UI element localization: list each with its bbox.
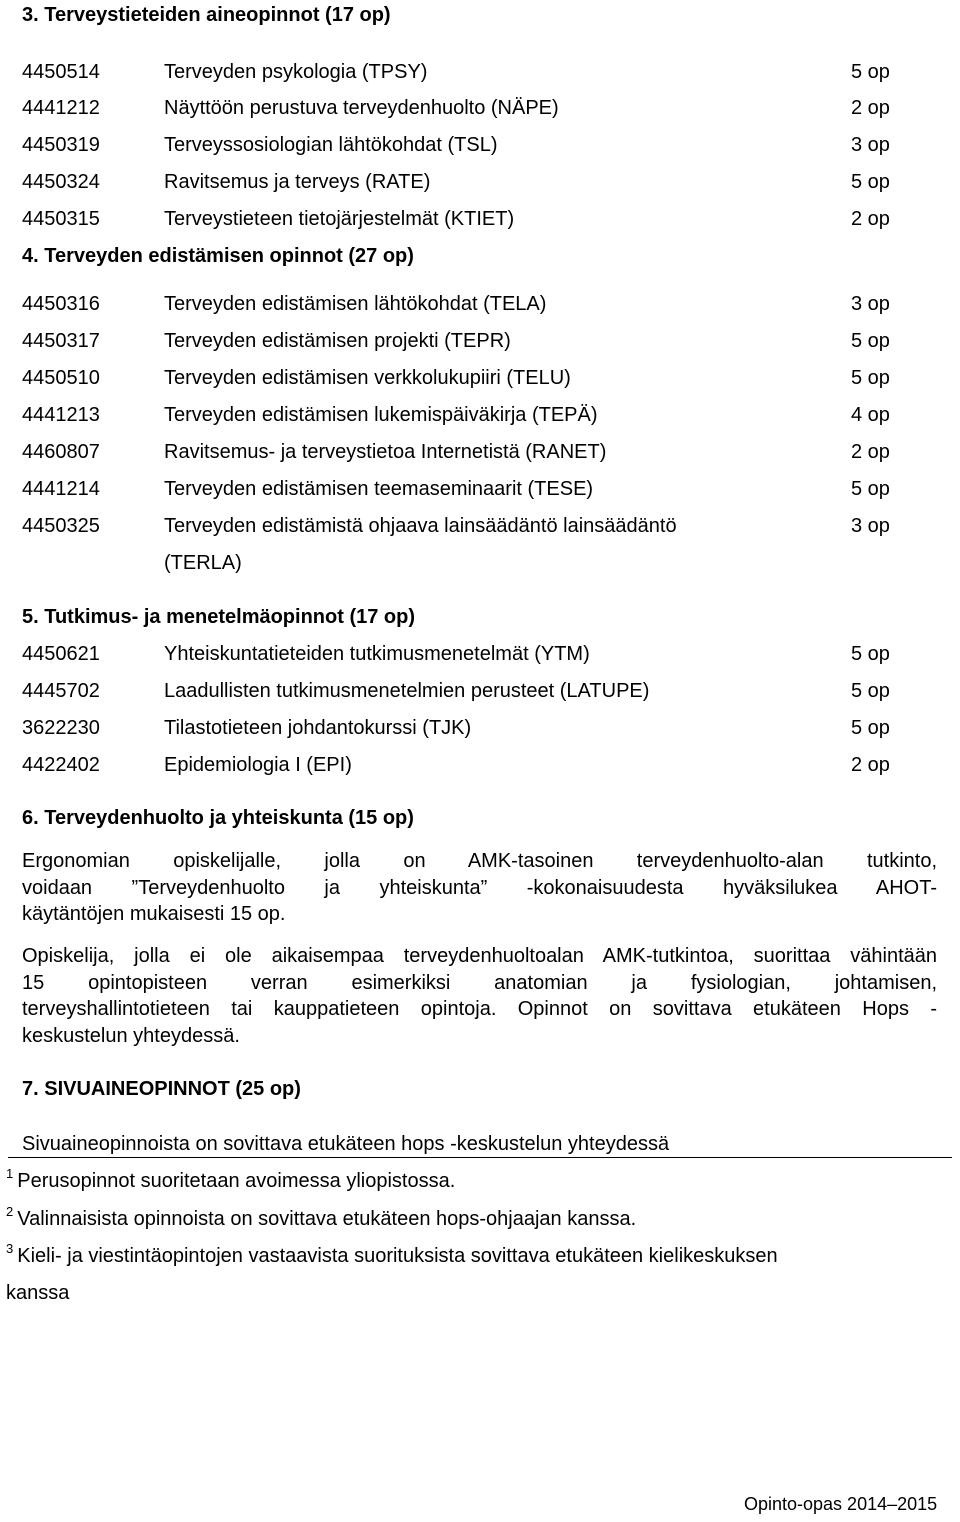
course-name: Terveyden edistämisen lukemispäiväkirja (TEPÄ) bbox=[164, 404, 598, 426]
course-credits: 5 op bbox=[851, 171, 890, 193]
course-code: 4450315 bbox=[22, 208, 100, 230]
course-row bbox=[0, 168, 960, 196]
course-credits: 2 op bbox=[851, 754, 890, 776]
course-row bbox=[0, 512, 960, 540]
course-credits: 3 op bbox=[851, 293, 890, 315]
course-row bbox=[0, 290, 960, 318]
course-name: Terveystieteen tietojärjestelmät (KTIET) bbox=[164, 208, 515, 230]
course-name: Terveyden edistämisen verkkolukupiiri (TELU) bbox=[164, 367, 571, 389]
course-code: 4460807 bbox=[22, 441, 100, 463]
course-row bbox=[0, 94, 960, 122]
course-row bbox=[0, 58, 960, 86]
section-7-heading: 7. SIVUAINEOPINNOT (25 op) bbox=[22, 1078, 301, 1100]
course-name: Terveyden edistämistä ohjaava lainsäädäntö lainsäädäntö bbox=[164, 515, 677, 537]
course-row bbox=[0, 327, 960, 355]
course-row bbox=[0, 714, 960, 742]
course-row bbox=[0, 677, 960, 705]
course-code: 4450621 bbox=[22, 643, 100, 665]
course-row bbox=[0, 205, 960, 233]
course-row bbox=[0, 401, 960, 429]
section-7-note: Sivuaineopinnoista on sovittava etukäteen hops -keskustelun yhteydessä bbox=[22, 1133, 670, 1155]
course-name: Terveyden edistämisen teemaseminaarit (TESE) bbox=[164, 478, 594, 500]
paragraph-line: keskustelun yhteydessä. bbox=[22, 1024, 240, 1047]
course-row bbox=[0, 475, 960, 503]
course-code: 4450510 bbox=[22, 367, 100, 389]
course-code: 4450324 bbox=[22, 171, 100, 193]
footnote-mark: 2 bbox=[6, 1204, 14, 1219]
course-credits: 5 op bbox=[851, 478, 890, 500]
section-6-heading: 6. Terveydenhuolto ja yhteiskunta (15 op) bbox=[22, 807, 414, 829]
course-row bbox=[0, 364, 960, 392]
course-credits: 5 op bbox=[851, 680, 890, 702]
course-name-continuation: (TERLA) bbox=[164, 552, 242, 574]
footnote-mark: 3 bbox=[6, 1241, 14, 1256]
course-credits: 4 op bbox=[851, 404, 890, 426]
course-name: Laadullisten tutkimusmenetelmien perusteet (LATUPE) bbox=[164, 680, 650, 702]
course-code: 4450317 bbox=[22, 330, 100, 352]
course-name: Ravitsemus- ja terveystietoa Internetistä (RANET) bbox=[164, 441, 607, 463]
course-name: Ravitsemus ja terveys (RATE) bbox=[164, 171, 431, 193]
course-code: 4450316 bbox=[22, 293, 100, 315]
page-footer: Opinto-opas 2014–2015 bbox=[744, 1494, 938, 1514]
course-credits: 2 op bbox=[851, 97, 890, 119]
course-code: 3622230 bbox=[22, 717, 100, 739]
course-code: 4450319 bbox=[22, 134, 100, 156]
course-row bbox=[0, 131, 960, 159]
course-credits: 5 op bbox=[851, 367, 890, 389]
course-credits: 5 op bbox=[851, 330, 890, 352]
footnote-text: Perusopinnot suoritetaan avoimessa yliopistossa. bbox=[17, 1170, 456, 1192]
course-name: Epidemiologia I (EPI) bbox=[164, 754, 352, 776]
footnote-separator bbox=[8, 1157, 952, 1158]
course-code: 4441214 bbox=[22, 478, 100, 500]
footnote bbox=[6, 1206, 636, 1234]
course-credits: 5 op bbox=[851, 643, 890, 665]
footnote-continuation: kanssa bbox=[6, 1282, 70, 1304]
paragraph-line: 15 opintopisteen verran esimerkiksi anatomian ja fysiologian, johtamisen, bbox=[22, 971, 937, 994]
footnote bbox=[6, 1168, 455, 1196]
paragraph-line: voidaan ”Terveydenhuolto ja yhteiskunta” -kokonaisuudesta hyväksilukea AHOT- bbox=[22, 876, 937, 899]
paragraph-line: Opiskelija, jolla ei ole aikaisempaa terveydenhuoltoalan AMK-tutkintoa, suorittaa vähintään bbox=[22, 945, 937, 967]
course-code: 4441213 bbox=[22, 404, 100, 426]
section-5-heading: 5. Tutkimus- ja menetelmäopinnot (17 op) bbox=[22, 606, 416, 628]
course-name: Näyttöön perustuva terveydenhuolto (NÄPE) bbox=[164, 97, 559, 119]
course-name: Tilastotieteen johdantokurssi (TJK) bbox=[164, 717, 472, 739]
course-name: Terveyden edistämisen lähtökohdat (TELA) bbox=[164, 293, 547, 315]
paragraph-line: käytäntöjen mukaisesti 15 op. bbox=[22, 903, 286, 925]
footnote-text: Kieli- ja viestintäopintojen vastaavista suorituksista sovittava etukäteen kielikeskuksen bbox=[17, 1245, 778, 1267]
paragraph-line: Ergonomian opiskelijalle, jolla on AMK-tasoinen terveydenhuolto-alan tutkinto, bbox=[22, 850, 937, 872]
course-row bbox=[0, 438, 960, 466]
footnote-text: Valinnaisista opinnoista on sovittava etukäteen hops-ohjaajan kanssa. bbox=[17, 1208, 637, 1230]
footnote bbox=[6, 1243, 778, 1271]
course-row bbox=[0, 640, 960, 668]
course-name: Terveyssosiologian lähtökohdat (TSL) bbox=[164, 134, 498, 156]
course-credits: 3 op bbox=[851, 134, 890, 156]
course-credits: 3 op bbox=[851, 515, 890, 537]
section-3-heading: 3. Terveystieteiden aineopinnot (17 op) bbox=[22, 4, 391, 26]
course-credits: 2 op bbox=[851, 208, 890, 230]
course-name: Terveyden psykologia (TPSY) bbox=[164, 61, 428, 83]
course-row bbox=[0, 751, 960, 779]
course-code: 4450514 bbox=[22, 61, 100, 83]
section-6-paragraph-1 bbox=[22, 848, 937, 928]
section-6-paragraph-2 bbox=[22, 943, 937, 1049]
course-code: 4445702 bbox=[22, 680, 100, 702]
course-code: 4441212 bbox=[22, 97, 100, 119]
course-credits: 5 op bbox=[851, 61, 890, 83]
course-credits: 2 op bbox=[851, 441, 890, 463]
course-name: Terveyden edistämisen projekti (TEPR) bbox=[164, 330, 511, 352]
course-code: 4450325 bbox=[22, 515, 100, 537]
course-code: 4422402 bbox=[22, 754, 100, 776]
section-4-heading: 4. Terveyden edistämisen opinnot (27 op) bbox=[22, 245, 414, 267]
footnote-mark: 1 bbox=[6, 1166, 14, 1181]
course-name: Yhteiskuntatieteiden tutkimusmenetelmät (YTM) bbox=[164, 643, 590, 665]
paragraph-line: terveyshallintotieteen tai kauppatieteen opintoja. Opinnot on sovittava etukäteen Hops - bbox=[22, 998, 937, 1020]
course-credits: 5 op bbox=[851, 717, 890, 739]
